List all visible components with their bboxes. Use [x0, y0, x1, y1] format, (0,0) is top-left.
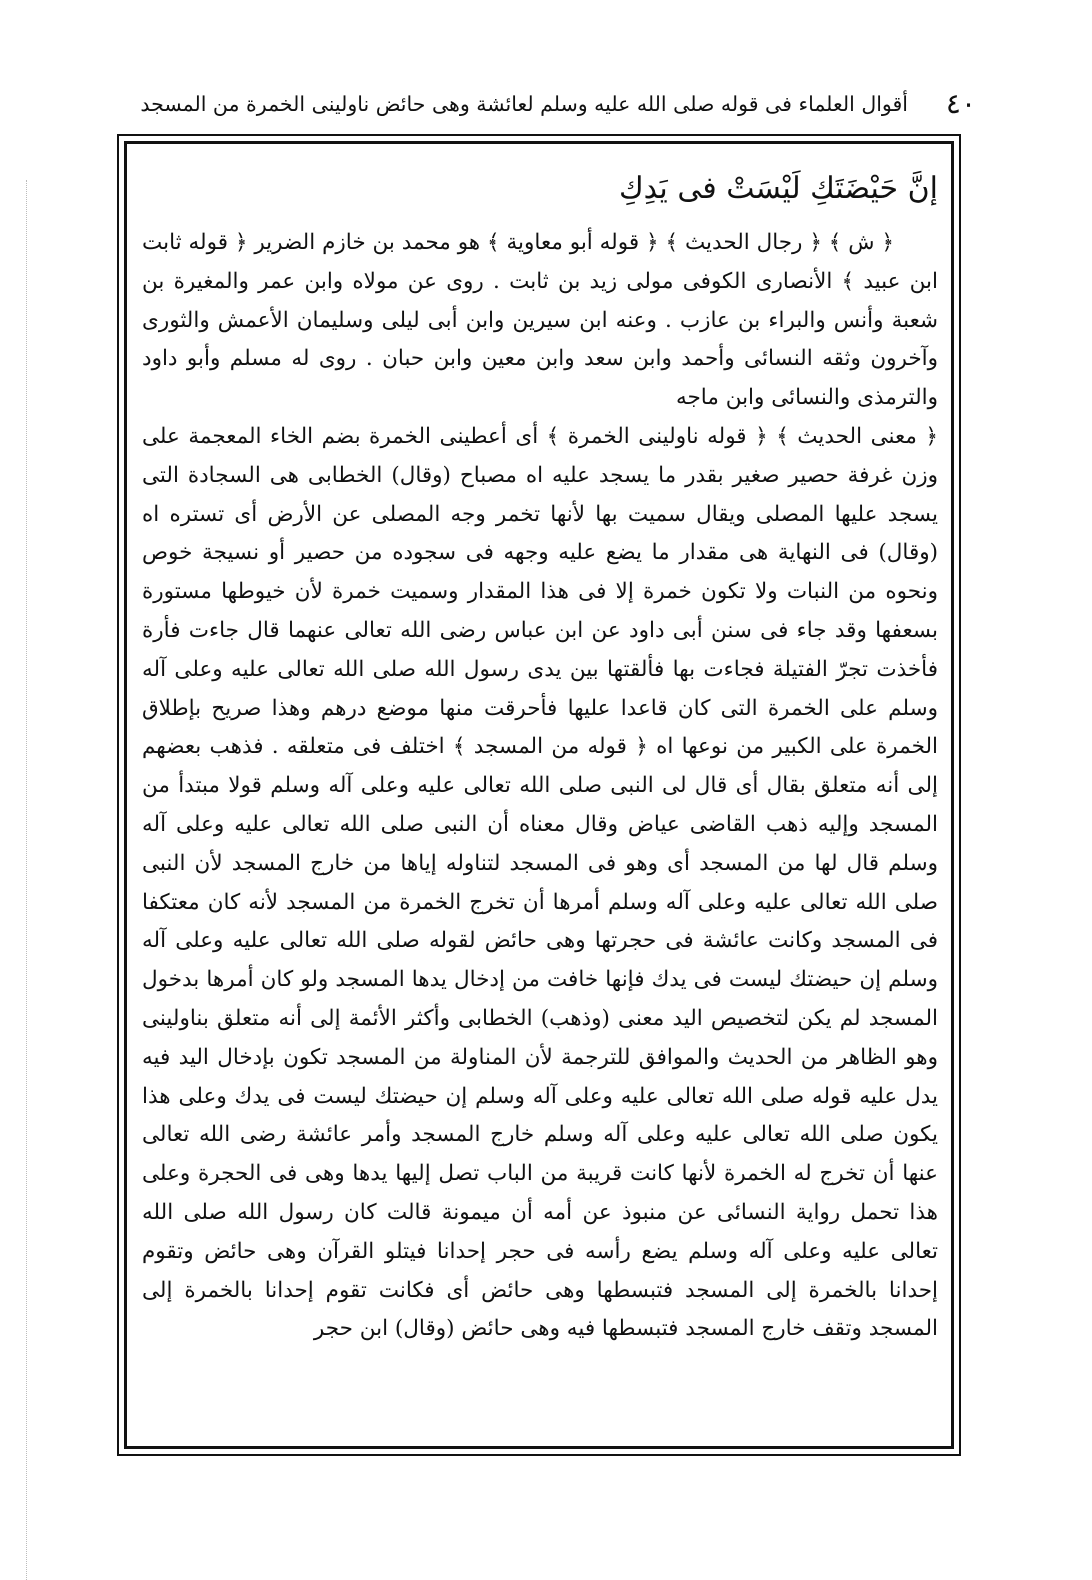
running-title: أقوال العلماء فى قوله صلى الله عليه وسلم لعائشة وهى حائض ناولينى الخمرة من المسجد: [140, 92, 908, 116]
scan-margin-line: [26, 180, 28, 1580]
page-header: [140, 80, 976, 130]
hadith-text: إنَّ حَيْضَتَكِ لَيْسَتْ فى يَدِكِ: [618, 171, 938, 206]
meaning-commentary: ﴿ معنى الحديث ﴾ ﴿ قوله ناولينى الخمرة ﴾ أى أعطينى الخمرة بضم الخاء المعجمة على وزن غرفة حصير صغير بقدر ما يسجد عليه اه مصباح (وقال) الخطابى هى السجادة التى يسجد عليها المصلى ويقال سميت بها لأنها تخمر وجه المصلى عن الأرض أى تستره اه (وقال) فى النهاية هى مقدار ما يضع عليه وجهه فى سجوده من حصير أو نسيجة خوص ونحوه من النبات ولا تكون خمرة إلا فى هذا المقدار وسميت خمرة لأن خيوطها مستورة بسعفها وقد جاء فى سنن أبى داود عن ابن عباس رضى الله تعالى عنهما قال جاءت فأرة فأخذت تجرّ الفتيلة فجاءت بها فألقتها بين يدى رسول الله صلى الله تعالى عليه وعلى آله وسلم على الخمرة التى كان قاعدا عليها فأحرقت منها موضع درهم وهذا صريح بإطلاق الخمرة على الكبير من نوعها اه ﴿ قوله من المسجد ﴾ اختلف فى متعلقه . فذهب بعضهم إلى أنه متعلق بقال أى قال لى النبى صلى الله تعالى عليه وعلى آله وسلم قولا مبتدأ من المسجد وإليه ذهب القاضى عياض وقال معناه أن النبى صلى الله تعالى عليه وعلى آله وسلم قال لها من المسجد أى وهو فى المسجد لتناوله إياها من خارج المسجد لأن النبى صلى الله تعالى عليه وعلى آله وسلم أمرها أن تخرج الخمرة من المسجد لأنه كان معتكفا فى المسجد وكانت عائشة فى حجرتها وهى حائض لقوله صلى الله تعالى عليه وعلى آله وسلم إن حيضتك ليست فى يدك فإنها خافت من إدخال يدها المسجد ولو كان أمرها بدخول المسجد لم يكن لتخصيص اليد معنى (وذهب) الخطابى وأكثر الأئمة إلى أنه متعلق بناولينى وهو الظاهر من الحديث والموافق للترجمة لأن المناولة من المسجد تكون بإدخال اليد فيه يدل عليه قوله صلى الله تعالى عليه وعلى آله وسلم إن حيضتك ليست فى يدك وعلى هذا يكون صلى الله تعالى عليه وعلى آله وسلم خارج المسجد وأمر عائشة رضى الله تعالى عنها أن تخرج له الخمرة لأنها كانت قريبة من الباب تصل إليها يدها وهى فى الحجرة وعلى هذا تحمل رواية النسائى عن منبوذ عن أمه أن ميمونة قالت كان رسول الله صلى الله تعالى عليه وعلى آله وسلم يضع رأسه فى حجر إحدانا فيتلو القرآن وهى حائض وتقوم إحدانا بالخمرة إلى المسجد فتبسطها وهى حائض أى فكانت تقوم إحدانا بالخمرة إلى المسجد وتقف خارج المسجد فتبسطها فيه وهى حائض (وقال) ابن حجر: [142, 423, 938, 1342]
page-number: ٤٠: [945, 87, 976, 120]
narrators-commentary: ﴿ ش ﴾ ﴿ رجال الحديث ﴾ ﴿ قوله أبو معاوية ﴾ هو محمد بن خازم الضرير ﴿ قوله ثابت ابن عبيد ﴾ الأنصارى الكوفى مولى زيد بن ثابت . روى عن مولاه وابن عمر والمغيرة بن شعبة وأنس والبراء بن عازب . وعنه ابن سيرين وابن أبى ليلى وسليمان الأعمش والثورى وآخرون وثقه النسائى وأحمد وابن سعد وابن معين وابن حبان . روى له مسلم وأبو داود والترمذى والنسائى وابن ماجه: [142, 230, 938, 411]
page-body: [142, 160, 938, 1349]
